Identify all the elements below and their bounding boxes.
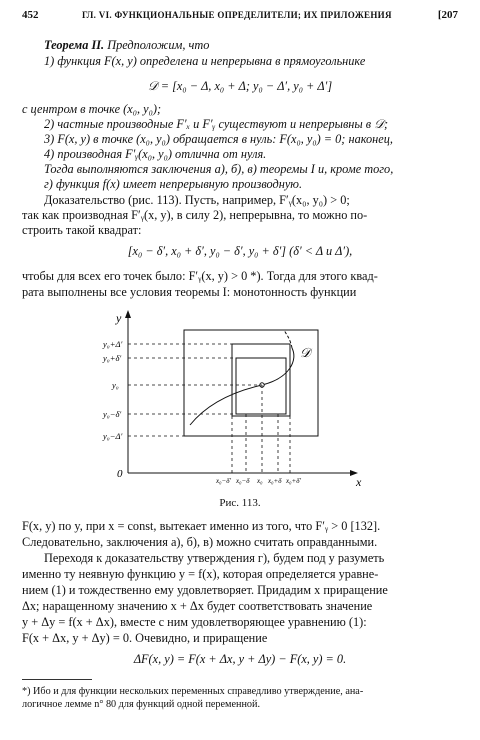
y-tick-label: y₀ [112,380,119,390]
y-tick-label: y₀−Δ′ [103,431,123,441]
x-tick-label: x₀−δ [236,477,250,485]
x-tick-label: x₀+δ [268,477,282,485]
text-line: F(x, y) по y, при x = const, вытекает именно из того, что F′ᵧ > 0 [132]. [22,519,381,533]
condition-4: 4) производная F′ᵧ(x₀, y₀) отлична от нуля. [44,147,267,161]
axis-x-label: x [356,475,362,489]
text-line: Переходя к доказательству утверждения г), будем под y разуметь [44,551,385,565]
footnote-line: логичное лемме n° 80 для функций одной переменной. [22,699,261,710]
condition-3: 3) F(x, y) в точке (x₀, y₀) обращается в нуль: F(x₀, y₀) = 0; наконец, [44,132,393,146]
axis-y-label: y [116,311,122,325]
proof-line-3: строить такой квадрат: [22,223,142,237]
theorem-title: Теорема II. [44,38,105,52]
proof-line-1: Доказательство (рис. 113). Пусть, например, F′ᵧ(x₀, y₀) > 0; [44,193,350,207]
running-title: ГЛ. VI. ФУНКЦИОНАЛЬНЫЕ ОПРЕДЕЛИТЕЛИ; ИХ ПРИЛОЖЕНИЯ [82,10,392,20]
y-axis-arrow [125,310,131,318]
proof-line-4: чтобы для всех его точек было: F′ᵧ(x, y) > 0 *). Тогда для этого квад- [22,269,378,283]
proof-line-5: рата выполнены все условия теоремы I: монотонность функции [22,285,357,299]
condition-2: 2) частные производные F′ₓ и F′ᵧ существуют и непрерывны в 𝒟; [44,117,389,131]
implicit-curve [190,348,294,425]
region-rectangle [184,330,318,436]
implicit-curve-dashed [284,330,292,348]
text-line: Следовательно, заключения а), б), в) можно считать оправданными. [22,535,378,549]
conclusion-g: г) функция f(x) имеет непрерывную производную. [44,177,303,191]
figure-caption: Рис. 113. [219,497,261,509]
text-line: y + Δy = f(x + Δx), вместе с ним удовлетворяющее уравнению (1): [22,615,367,629]
text-line: F(x + Δx, y + Δy) = 0. Очевидно, и приращение [22,631,268,645]
x-tick-label: x₀+δ′ [286,477,302,485]
x-tick-label: x₀−δ′ [216,477,232,485]
text-line: нием (1) и тождественно ему удовлетворяет. Придадим x приращение [22,583,388,597]
formula-increment: ΔF(x, y) = F(x + Δx, y + Δy) − F(x, y) = 0. [133,652,347,666]
proof-line-2: так как производная F′ᵧ(x, y), в силу 2), непрерывна, то можно по- [22,208,368,222]
page-number: 452 [22,9,39,21]
x-tick-label: x₀ [257,477,263,485]
y-tick-label: y₀+Δ′ [103,339,123,349]
origin-label: 0 [117,468,123,480]
theorem-intro: Предположим, что [107,38,210,52]
footnote-line: *) Ибо и для функции нескольких переменных справедливо утверждение, ана- [22,686,364,697]
square-outer [232,344,290,416]
condition-1-end: с центром в точке (x₀, y₀); [22,102,162,116]
formula-square: [x₀ − δ′, x₀ + δ′, y₀ − δ′, y₀ + δ′] (δ′ < Δ и Δ′), [127,244,353,258]
footnote-rule [22,679,92,680]
y-tick-label: y₀−δ′ [103,409,122,419]
y-tick-label: y₀+δ′ [103,353,122,363]
conclusion-line: Тогда выполняются заключения а), б), в) теоремы I и, кроме того, [44,162,394,176]
text-line: Δx; наращенному значению x + Δx будет соответствовать значение [22,599,373,613]
condition-1: 1) функция F(x, y) определена и непрерывна в прямоугольнике [44,54,366,68]
section-number: [207 [437,9,458,21]
text-line: именно ту неявную функцию y = f(x), которая определяется уравне- [22,567,379,581]
formula-rectangle: 𝒟 = [x₀ − Δ, x₀ + Δ; y₀ − Δ′, y₀ + Δ′] [147,79,333,93]
region-label: 𝒟 [300,345,311,360]
